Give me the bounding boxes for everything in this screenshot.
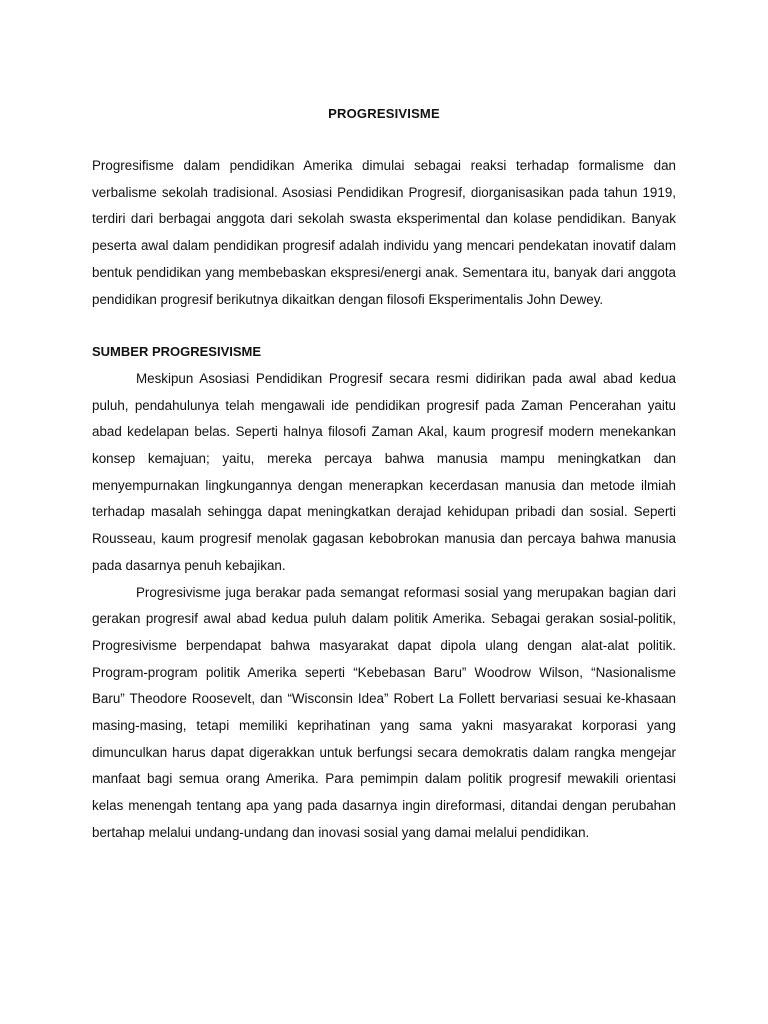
intro-paragraph: Progresifisme dalam pendidikan Amerika dimulai sebagai reaksi terhadap formalisme dan verbalisme sekolah tradisional. Asosiasi Pendidikan Progresif, diorganisasikan pada tahun 1919, terdiri dari berbagai anggota dari sekolah swasta eksperimental dan kolase pendidikan. Banyak peserta awal dalam pendidikan progresif adalah individu yang mencari pendekatan inovatif dalam bentuk pendidikan yang membebaskan ekspresi/energi anak. Sementara itu, banyak dari anggota pendidikan progresif berikutnya dikaitkan dengan filosofi Eksperimentalis John Dewey. xyxy=(92,158,676,307)
section-heading: SUMBER PROGRESIVISME xyxy=(92,344,262,360)
document-page xyxy=(92,101,676,847)
document-title: PROGRESIVISME xyxy=(328,106,440,121)
section-paragraph-2: Progresivisme juga berakar pada semangat reformasi sosial yang merupakan bagian dari gerakan progresif awal abad kedua puluh dalam politik Amerika. Sebagai gerakan sosial-politik, Progresivisme berpendapat bahwa masyarakat dapat dipola ulang dengan alat-alat politik. Program-program politik Amerika seperti “Kebebasan Baru” Woodrow Wilson, “Nasionalisme Baru” Theodore Roosevelt, dan “Wisconsin Idea” Robert La Follett bervariasi sesuai ke-khasaan masing-masing, tetapi memiliki keprihatinan yang sama yakni masyarakat korporasi yang dimunculkan harus dapat digerakkan untuk berfungsi secara demokratis dalam rangka mengejar manfaat bagi semua orang Amerika. Para pemimpin dalam politik progresif mewakili orientasi kelas menengah tentang apa yang pada dasarnya ingin direformasi, ditandai dengan perubahan bertahap melalui undang-undang dan inovasi sosial yang damai melalui pendidikan. xyxy=(92,584,676,840)
section-paragraph-1: Meskipun Asosiasi Pendidikan Progresif secara resmi didirikan pada awal abad kedua puluh, pendahulunya telah mengawali ide pendidikan progresif pada Zaman Pencerahan yaitu abad kedelapan belas. Seperti halnya filosofi Zaman Akal, kaum progresif modern menekankan konsep kemajuan; yaitu, mereka percaya bahwa manusia mampu meningkatkan dan menyempurnakan lingkungannya dengan menerapkan kecerdasan manusia dan metode ilmiah terhadap masalah sehingga dapat meningkatkan derajad kehidupan pribadi dan sosial. Seperti Rousseau, kaum progresif menolak gagasan kebobrokan manusia dan percaya bahwa manusia pada dasarnya penuh kebajikan. xyxy=(92,370,676,573)
